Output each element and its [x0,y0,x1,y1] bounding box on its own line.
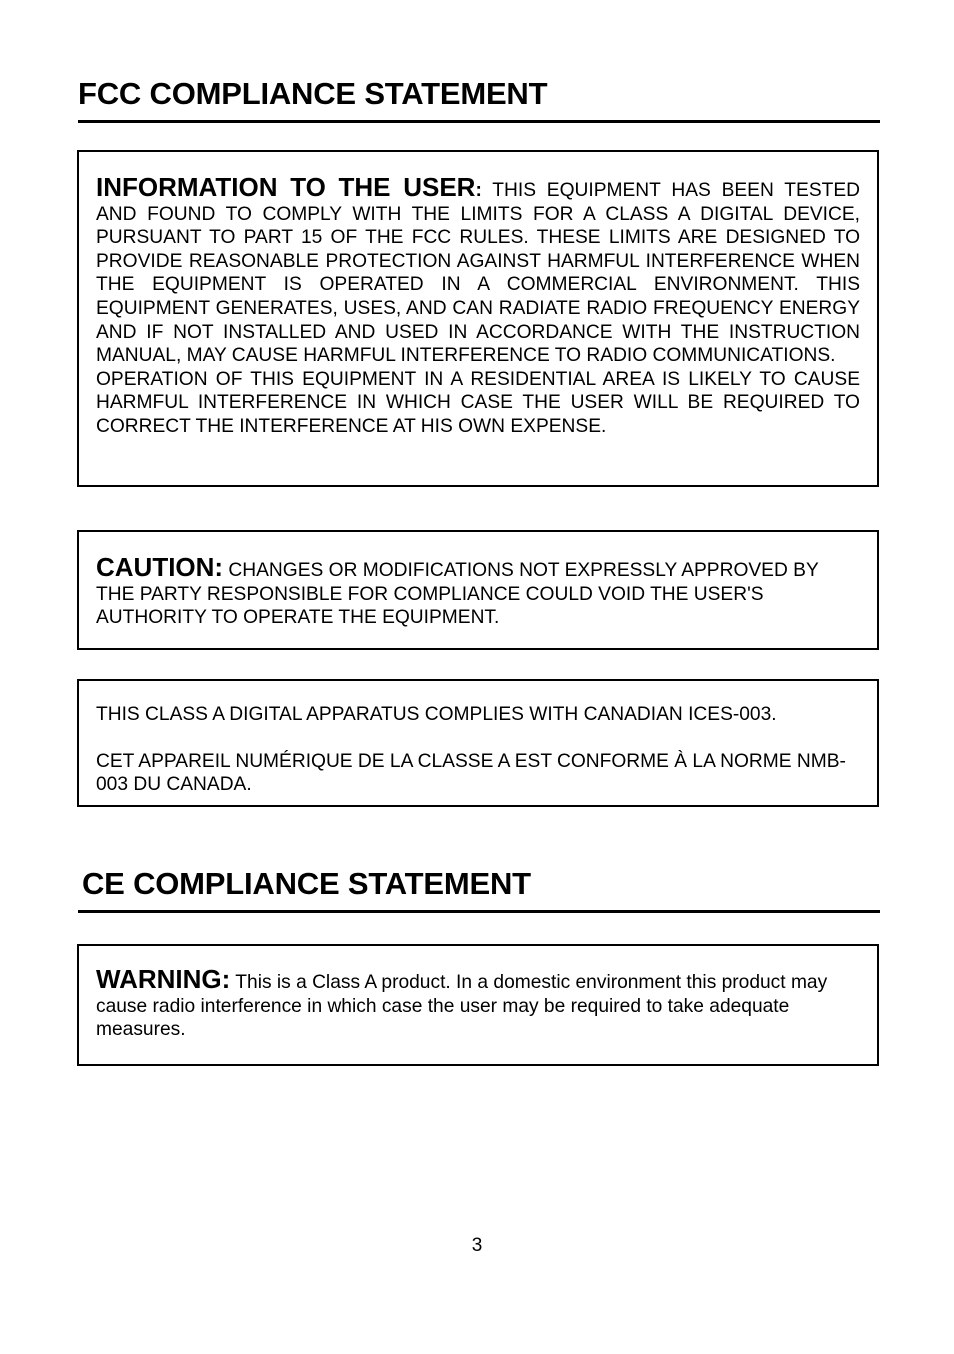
canada-english-statement: THIS CLASS A DIGITAL APPARATUS COMPLIES WITH CANADIAN ICES-003. [96,704,777,725]
warning-text: This is a Class A product. In a domestic environment this product may cause radio interference in which case the user may be required to take adequate measures. [96,972,828,1041]
fcc-compliance-heading: FCC COMPLIANCE STATEMENT [78,76,880,123]
warning-paragraph [96,964,860,1042]
page-number: 3 [471,1235,483,1256]
information-paragraph-2: OPERATION OF THIS EQUIPMENT IN A RESIDENTIAL AREA IS LIKELY TO CAUSE HARMFUL INTERFERENCE IN WHICH CASE THE USER WILL BE REQUIRED TO CORRECT THE INTERFERENCE AT HIS OWN EXPENSE. [96,368,860,437]
canada-ices-box [77,679,879,807]
caution-paragraph [96,552,860,630]
ce-compliance-heading: CE COMPLIANCE STATEMENT [78,866,880,913]
caution-box [77,530,879,650]
warning-lead: WARNING: [96,964,231,994]
information-paragraph-1-text: THIS EQUIPMENT HAS BEEN TESTED AND FOUND TO COMPLY WITH THE LIMITS FOR A CLASS A DIGITAL DEVICE, PURSUANT TO PART 15 OF THE FCC RULES. THESE LIMITS ARE DESIGNED TO PROVIDE REASONABLE PROTECTION AGAINST HARMFUL INTERFERENCE WHEN THE EQUIPMENT IS OPERATED IN A COMMERCIAL ENVIRONMENT. THIS EQUIPMENT GENERATES, USES, AND CAN RADIATE RADIO FREQUENCY ENERGY AND IF NOT INSTALLED AND USED IN ACCORDANCE WITH THE INSTRUCTION MANUAL, MAY CAUSE HARMFUL INTERFERENCE TO RADIO COMMUNICATIONS. [96,180,860,367]
caution-text: CHANGES OR MODIFICATIONS NOT EXPRESSLY APPROVED BY THE PARTY RESPONSIBLE FOR COMPLIANCE COULD VOID THE USER'S AUTHORITY TO OPERATE THE EQUIPMENT. [96,560,819,629]
information-to-user-box [77,150,879,487]
information-paragraph-1 [96,172,860,368]
caution-lead: CAUTION: [96,552,224,582]
warning-box [77,944,879,1066]
information-lead: INFORMATION TO THE USER [96,172,476,202]
information-lead-colon: : [475,180,482,201]
canada-spacer [96,727,860,750]
canada-french-statement: CET APPAREIL NUMÉRIQUE DE LA CLASSE A EST CONFORME À LA NORME NMB-003 DU CANADA. [96,750,846,796]
